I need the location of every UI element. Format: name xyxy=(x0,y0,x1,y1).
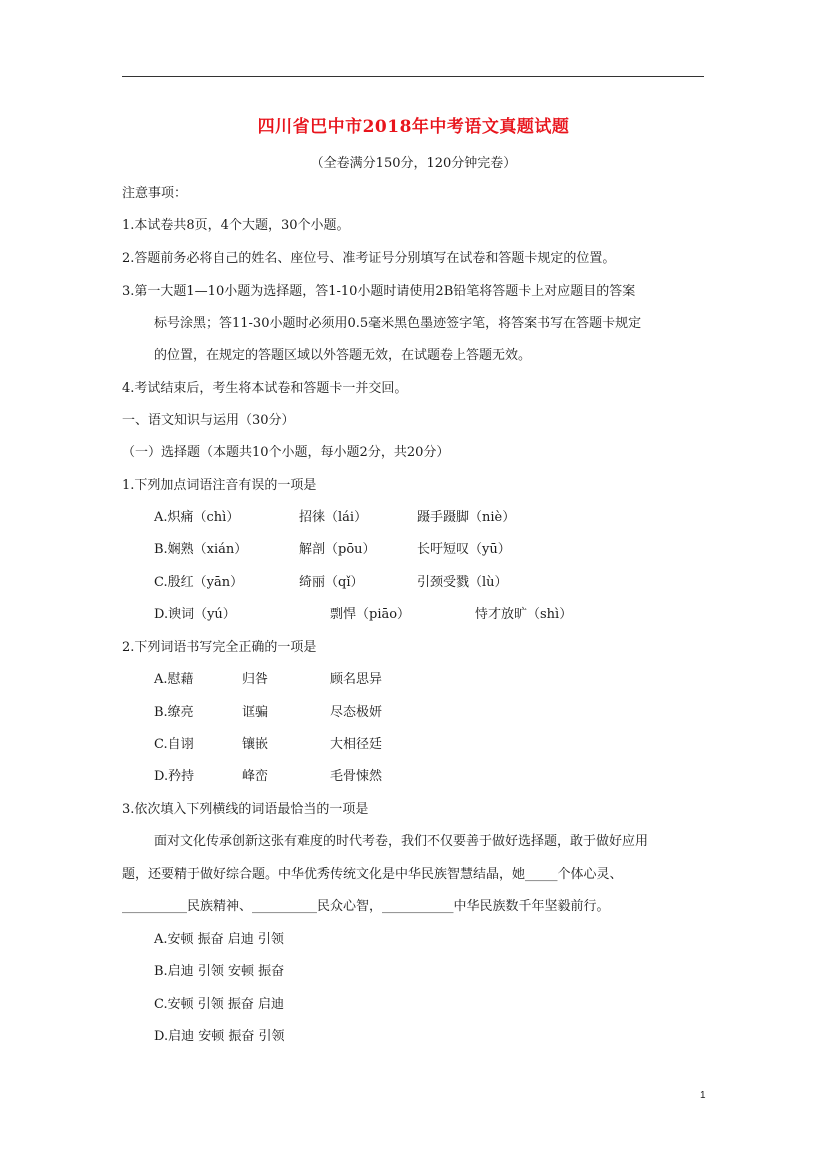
q1-option-d-2: 剽悍（piāo） xyxy=(330,607,411,622)
page-number: 1 xyxy=(700,1090,706,1101)
question-1-stem: 1.下列加点词语注音有误的一项是 xyxy=(122,478,317,493)
q1-option-c-3: 引颈受戮（lù） xyxy=(417,575,508,590)
question-3-stem: 3.依次填入下列横线的词语最恰当的一项是 xyxy=(122,802,369,817)
q2-option-b-2: 诓骗 xyxy=(242,705,269,720)
q1-option-d-1: D.谀词（yú） xyxy=(154,607,236,622)
q2-option-c-1: C.自诩 xyxy=(154,737,194,752)
note-2: 2.答题前务必将自己的姓名、座位号、准考证号分别填写在试卷和答题卡规定的位置。 xyxy=(122,251,616,266)
note-3-line-1: 3.第一大题1—10小题为选择题，答1-10小题时请使用2B铅笔将答题卡上对应题目的答案 xyxy=(122,284,636,299)
header-rule xyxy=(122,76,704,77)
q2-option-d-2: 峰峦 xyxy=(242,769,269,784)
page-title: 四川省巴中市2018年中考语文真题试题 xyxy=(257,117,570,137)
note-3-line-2: 标号涂黑；答11-30小题时必须用0.5毫米黑色墨迹签字笔，将答案书写在答题卡规定 xyxy=(154,316,642,331)
q2-option-d-1: D.矜持 xyxy=(154,769,195,784)
page-subtitle: （全卷满分150分，120分钟完卷） xyxy=(310,156,517,171)
q3-option-a: A.安顿 振奋 启迪 引领 xyxy=(154,932,284,947)
q2-option-a-2: 归咎 xyxy=(242,672,269,687)
q2-option-c-3: 大相径廷 xyxy=(330,737,383,752)
q2-option-a-3: 顾名思异 xyxy=(330,672,383,687)
q3-option-b: B.启迪 引领 安顿 振奋 xyxy=(154,964,285,979)
section-heading: 一、语文知识与运用（30分） xyxy=(122,413,295,428)
q3-passage-line-1: 面对文化传承创新这张有难度的时代考卷，我们不仅要善于做好选择题，敢于做好应用 xyxy=(154,834,649,849)
q2-option-c-2: 镶嵌 xyxy=(242,737,269,752)
q1-option-a-1: A.炽痛（chì） xyxy=(154,510,240,525)
q3-passage-line-3: __________民族精神、__________民众心智，___________中华民族数千年坚毅前行。 xyxy=(122,899,610,914)
q1-option-b-2: 解剖（pōu） xyxy=(299,542,376,557)
q2-option-b-1: B.缭亮 xyxy=(154,705,194,720)
question-2-stem: 2.下列词语书写完全正确的一项是 xyxy=(122,640,317,655)
q2-option-b-3: 尽态极妍 xyxy=(330,705,383,720)
q1-option-a-3: 蹑手蹑脚（niè） xyxy=(417,510,516,525)
q2-option-d-3: 毛骨悚然 xyxy=(330,769,383,784)
q2-option-a-1: A.慰藉 xyxy=(154,672,194,687)
q1-option-b-3: 长吁短叹（yū） xyxy=(417,542,511,557)
q1-option-c-1: C.殷红（yān） xyxy=(154,575,244,590)
part-heading: （一）选择题（本题共10个小题，每小题2分，共20分） xyxy=(122,445,450,460)
q3-passage-line-2: 题，还要精于做好综合题。中华优秀传统文化是中华民族智慧结晶，她_____个体心灵、 xyxy=(122,867,623,882)
notes-heading: 注意事项： xyxy=(122,186,188,201)
q3-option-c: C.安顿 引领 振奋 启迪 xyxy=(154,997,285,1012)
note-3-line-3: 的位置，在规定的答题区域以外答题无效，在试题卷上答题无效。 xyxy=(154,348,532,363)
note-4: 4.考试结束后，考生将本试卷和答题卡一并交回。 xyxy=(122,381,408,396)
q1-option-d-3: 恃才放旷（shì） xyxy=(475,607,573,622)
q3-option-d: D.启迪 安顿 振奋 引领 xyxy=(154,1029,285,1044)
q1-option-a-2: 招徕（lái） xyxy=(299,510,368,525)
q1-option-c-2: 绮丽（qǐ） xyxy=(299,575,364,590)
note-1: 1.本试卷共8页，4个大题，30个小题。 xyxy=(122,218,350,233)
q1-option-b-1: B.娴熟（xián） xyxy=(154,542,248,557)
